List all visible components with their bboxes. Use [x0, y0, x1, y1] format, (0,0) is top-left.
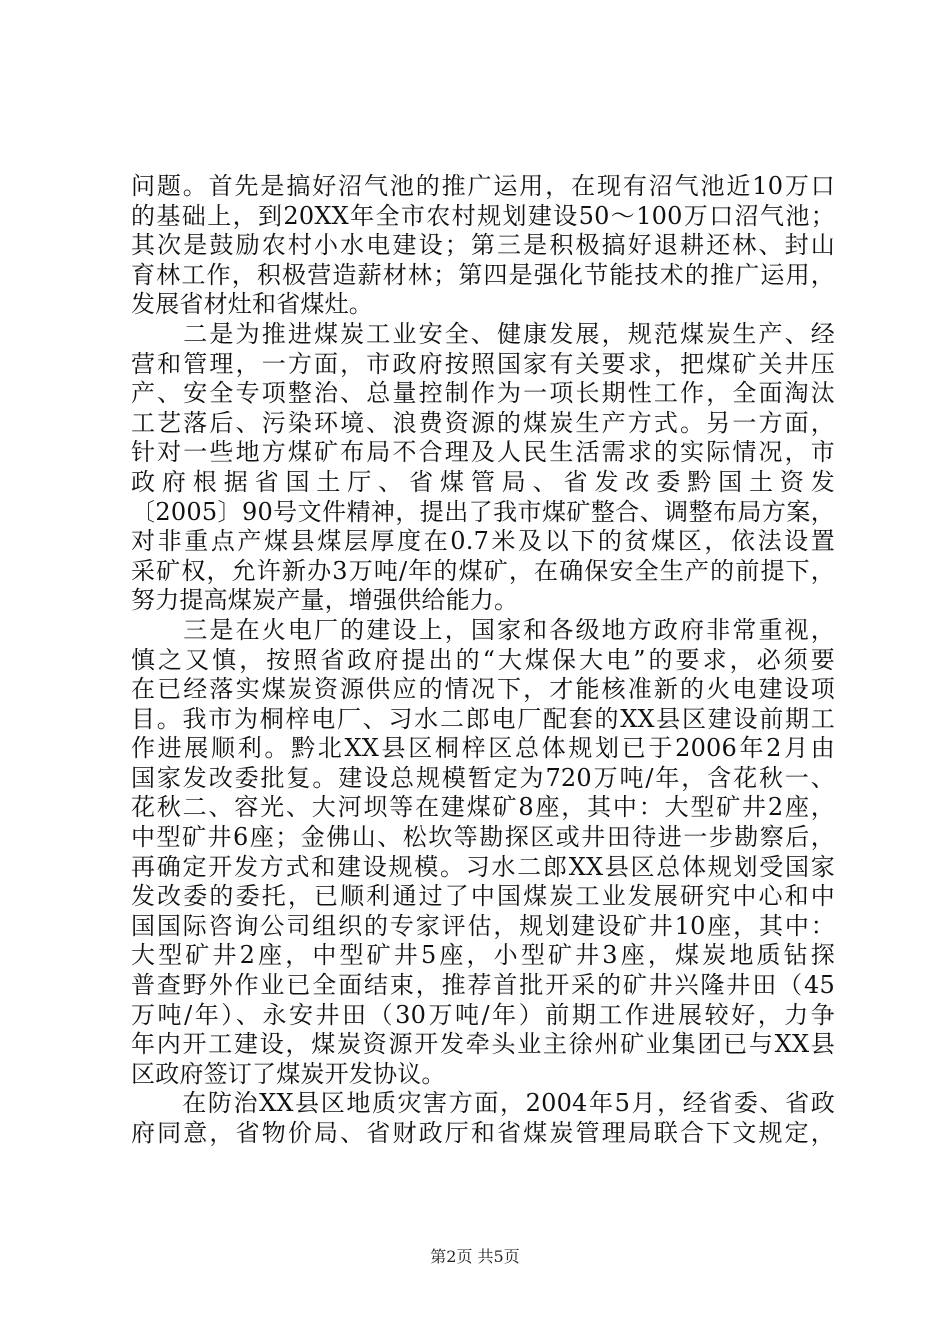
text-line: 育林工作，积极营造薪材林；第四是强化节能技术的推广运用， — [131, 260, 835, 289]
text-line: 大型矿井2座，中型矿井5座，小型矿井3座，煤炭地质钻探 — [131, 941, 835, 970]
text-line: 努力提高煤炭产量，增强供给能力。 — [131, 586, 519, 615]
text-line: 花秋二、容光、大河坝等在建煤矿8座，其中：大型矿井2座， — [131, 793, 835, 822]
text-line: 对非重点产煤县煤层厚度在0.7米及以下的贫煤区，依法设置 — [131, 527, 835, 556]
text-line: 发展省材灶和省煤灶。 — [131, 290, 373, 319]
text-line: 发改委的委托，已顺利通过了中国煤炭工业发展研究中心和中 — [131, 882, 835, 911]
text-line: 工艺落后、污染环境、浪费资源的煤炭生产方式。另一方面， — [131, 408, 835, 437]
text-line: 再确定开发方式和建设规模。习水二郎XX县区总体规划受国家 — [131, 852, 835, 881]
body-text — [131, 172, 835, 1149]
text-line: 作进展顺利。黔北XX县区桐梓区总体规划已于2006年2月由 — [131, 734, 835, 763]
text-line: 〔2005〕90号文件精神，提出了我市煤矿整合、调整布局方案， — [131, 497, 835, 526]
text-line: 问题。首先是搞好沼气池的推广运用，在现有沼气池近10万口 — [131, 172, 835, 200]
text-line: 在防治XX县区地质灾害方面，2004年5月，经省委、省政 — [131, 1089, 835, 1118]
text-line: 府同意，省物价局、省财政厅和省煤炭管理局联合下文规定， — [131, 1119, 835, 1147]
text-line: 慎之又慎，按照省政府提出的“大煤保大电”的要求，必须要 — [131, 645, 835, 674]
page-number-footer: 第2页 共5页 — [430, 1247, 520, 1266]
text-line: 中型矿井6座；金佛山、松坎等勘探区或井田待进一步勘察后， — [131, 823, 835, 852]
text-line: 国国际咨询公司组织的专家评估，规划建设矿井10座，其中： — [131, 911, 835, 940]
text-line: 国家发改委批复。建设总规模暂定为720万吨/年，含花秋一、 — [131, 763, 835, 792]
text-line: 产、安全专项整治、总量控制作为一项长期性工作，全面淘汰 — [131, 379, 835, 408]
text-line: 营和管理，一方面，市政府按照国家有关要求，把煤矿关井压 — [131, 349, 835, 378]
text-line: 针对一些地方煤矿布局不合理及人民生活需求的实际情况，市 — [131, 438, 835, 467]
text-line: 普查野外作业已全面结束，推荐首批开采的矿井兴隆井田（45 — [131, 971, 835, 1000]
text-line: 二是为推进煤炭工业安全、健康发展，规范煤炭生产、经 — [131, 319, 835, 348]
text-line: 区政府签订了煤炭开发协议。 — [131, 1059, 446, 1088]
text-line: 在已经落实煤炭资源供应的情况下，才能核准新的火电建设项 — [131, 675, 835, 704]
text-line: 的基础上，到20XX年全市农村规划建设50～100万口沼气池； — [131, 201, 835, 230]
text-line: 目。我市为桐梓电厂、习水二郎电厂配套的XX县区建设前期工 — [131, 704, 835, 733]
text-line: 三是在火电厂的建设上，国家和各级地方政府非常重视， — [131, 615, 835, 644]
text-line: 万吨/年）、永安井田（30万吨/年）前期工作进展较好，力争 — [131, 1000, 835, 1029]
text-line: 采矿权，允许新办3万吨/年的煤矿，在确保安全生产的前提下， — [131, 556, 835, 585]
text-line: 政府根据省国土厅、省煤管局、省发改委黔国土资发 — [131, 467, 835, 496]
text-line: 年内开工建设，煤炭资源开发牵头业主徐州矿业集团已与XX县 — [131, 1030, 835, 1059]
text-line: 其次是鼓励农村小水电建设；第三是积极搞好退耕还林、封山 — [131, 231, 835, 260]
